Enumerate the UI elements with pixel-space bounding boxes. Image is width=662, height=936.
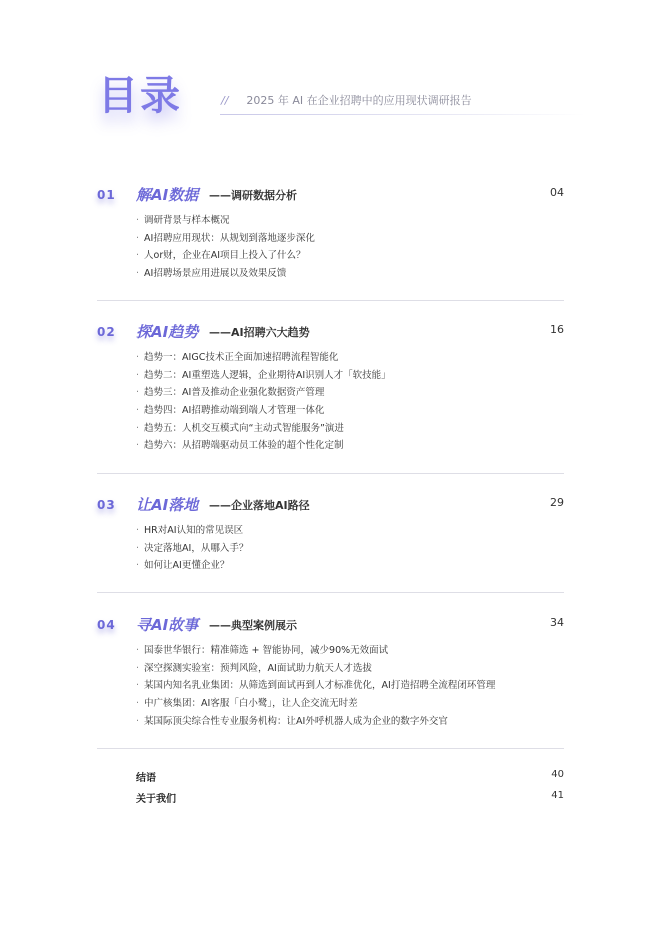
report-title: 2025 年 AI 在企业招聘中的应用现状调研报告 — [246, 94, 472, 107]
section-divider — [97, 473, 564, 474]
section-name: 探AI趋势 — [136, 323, 199, 341]
bullet-dot-icon: · — [136, 232, 140, 244]
bullet-dot-icon: · — [136, 698, 140, 710]
toc-item[interactable] — [136, 695, 495, 713]
toc-entry-conclusion[interactable] — [136, 769, 564, 787]
bullet-dot-icon: · — [136, 542, 140, 554]
section-page-number: 34 — [550, 616, 564, 629]
entry-label: 关于我们 — [136, 794, 176, 805]
section-divider — [97, 748, 564, 749]
entry-page-number: 40 — [551, 769, 564, 780]
toc-item-label: 趋势一：AIGC技术正全面加速招聘流程智能化 — [144, 352, 339, 363]
toc-item[interactable] — [136, 713, 495, 731]
bullet-dot-icon: · — [136, 215, 140, 226]
toc-item-label: AI招聘场景应用进展以及效果反馈 — [144, 268, 287, 280]
report-subtitle — [221, 92, 472, 108]
toc-item[interactable] — [136, 557, 248, 575]
section-number: 01 — [97, 188, 116, 202]
section-item-list — [136, 212, 315, 283]
toc-item[interactable] — [136, 402, 391, 420]
section-03[interactable] — [97, 496, 564, 572]
toc-item-label: 调研背景与样本概况 — [144, 215, 230, 226]
toc-title: 目录 — [98, 73, 182, 119]
section-subtitle: ——AI招聘六大趋势 — [209, 326, 310, 339]
section-subtitle: ——典型案例展示 — [209, 619, 297, 632]
toc-item-label: 某国际顶尖综合性专业服务机构：让AI外呼机器人成为企业的数字外交官 — [144, 715, 448, 727]
toc-item-label: 中广核集团：AI客服「白小鹭」，让人企交流无时差 — [144, 698, 358, 710]
section-subtitle: ——企业落地AI路径 — [209, 499, 310, 512]
section-page-number: 16 — [550, 323, 564, 336]
bullet-dot-icon: · — [136, 715, 140, 727]
toc-item-label: AI招聘应用现状：从规划到落地逐步深化 — [144, 232, 315, 244]
toc-item[interactable] — [136, 265, 315, 283]
bullet-dot-icon: · — [136, 525, 140, 536]
header-slash: // — [221, 94, 229, 107]
bullet-dot-icon: · — [136, 405, 140, 417]
section-number: 03 — [97, 498, 116, 512]
bullet-dot-icon: · — [136, 352, 140, 363]
section-item-list — [136, 642, 495, 730]
toc-item-label: 决定落地AI，从哪入手？ — [144, 542, 249, 554]
toc-item-label: 趋势四：AI招聘推动端到端人才管理一体化 — [144, 405, 325, 417]
section-number: 02 — [97, 325, 116, 339]
bullet-dot-icon: · — [136, 422, 140, 434]
bullet-dot-icon: · — [136, 387, 140, 399]
toc-item-label: 趋势五：人机交互模式向“主动式智能服务”演进 — [144, 422, 344, 434]
toc-item-label: 趋势三：AI普及推动企业强化数据资产管理 — [144, 387, 325, 399]
bullet-dot-icon: · — [136, 369, 140, 381]
section-heading — [97, 186, 564, 208]
entry-label: 结语 — [136, 773, 156, 784]
toc-item-label: 人or财，企业在AI项目上投入了什么？ — [144, 250, 306, 262]
section-04[interactable] — [97, 616, 564, 727]
toc-item-label: 趋势二：AI重塑选人逻辑，企业期待AI识别人才「软技能」 — [144, 369, 391, 381]
bullet-dot-icon: · — [136, 560, 140, 572]
header-underline — [220, 114, 585, 115]
section-heading — [97, 616, 564, 638]
entry-page-number: 41 — [551, 790, 564, 801]
section-01[interactable] — [97, 186, 564, 280]
toc-item[interactable] — [136, 677, 495, 695]
section-02[interactable] — [97, 323, 564, 452]
toc-item[interactable] — [136, 367, 391, 385]
section-name: 让AI落地 — [136, 496, 199, 514]
bullet-dot-icon: · — [136, 250, 140, 262]
toc-item[interactable] — [136, 247, 315, 265]
toc-entry-about-us[interactable] — [136, 790, 564, 808]
toc-item[interactable] — [136, 212, 315, 230]
toc-item-label: HR对AI认知的常见误区 — [144, 525, 244, 536]
section-heading — [97, 496, 564, 518]
bullet-dot-icon: · — [136, 440, 140, 452]
toc-item-label: 某国内知名乳业集团：从筛选到面试再到人才标准优化，AI打造招聘全流程闭环管理 — [144, 680, 496, 692]
section-number: 04 — [97, 618, 116, 632]
section-page-number: 29 — [550, 496, 564, 509]
section-name: 解AI数据 — [136, 186, 199, 204]
toc-item-label: 国泰世华银行：精准筛选 + 智能协同，减少90%无效面试 — [144, 645, 389, 656]
toc-item[interactable] — [136, 437, 391, 455]
bullet-dot-icon: · — [136, 680, 140, 692]
toc-item[interactable] — [136, 642, 495, 660]
section-heading — [97, 323, 564, 345]
toc-item[interactable] — [136, 660, 495, 678]
toc-item[interactable] — [136, 384, 391, 402]
section-page-number: 04 — [550, 186, 564, 199]
section-subtitle: ——调研数据分析 — [209, 189, 297, 202]
bullet-dot-icon: · — [136, 645, 140, 656]
toc-item[interactable] — [136, 420, 391, 438]
toc-item[interactable] — [136, 349, 391, 367]
toc-item-label: 如何让AI更懂企业？ — [144, 560, 230, 572]
bullet-dot-icon: · — [136, 662, 140, 674]
toc-item[interactable] — [136, 522, 248, 540]
section-item-list — [136, 522, 248, 575]
toc-item-label: 深空探测实验室：预判风险，AI面试助力航天人才选拔 — [144, 662, 372, 674]
section-divider — [97, 592, 564, 593]
bullet-dot-icon: · — [136, 268, 140, 280]
section-divider — [97, 300, 564, 301]
toc-item[interactable] — [136, 540, 248, 558]
toc-header — [98, 72, 588, 132]
toc-item[interactable] — [136, 230, 315, 248]
section-item-list — [136, 349, 391, 455]
toc-item-label: 趋势六：从招聘端驱动员工体验的超个性化定制 — [144, 440, 344, 452]
section-name: 寻AI故事 — [136, 616, 199, 634]
